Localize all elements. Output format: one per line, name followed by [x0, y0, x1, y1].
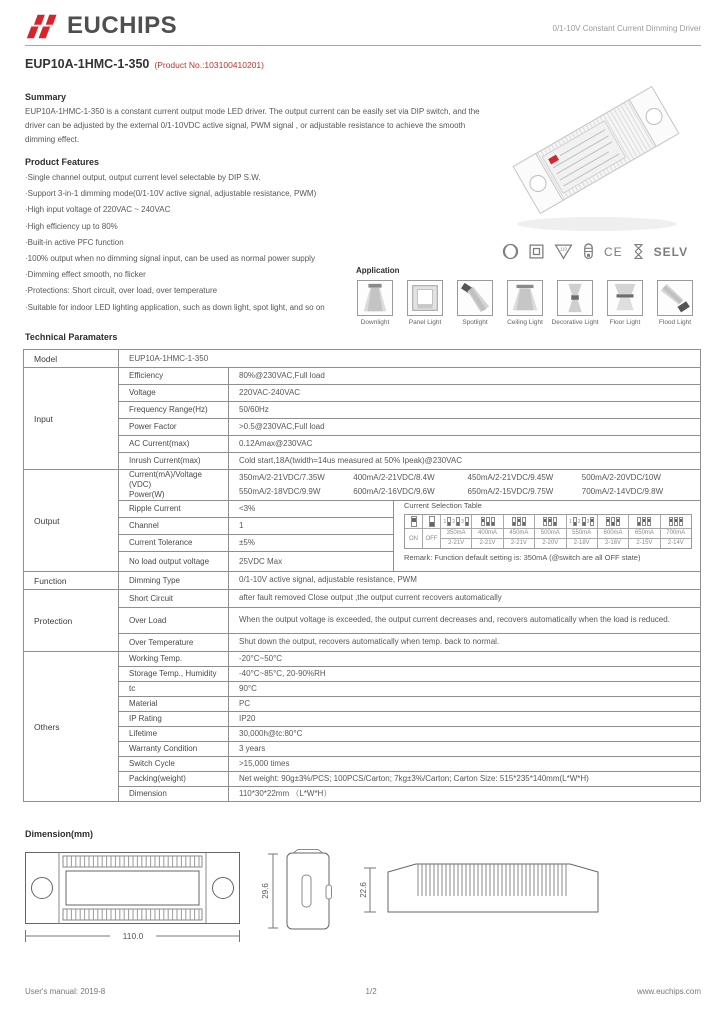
- dip-knob: [680, 519, 682, 522]
- dip-knob: [617, 519, 619, 522]
- group-function: Function: [24, 572, 119, 590]
- param-value-text: 0.12Amax@230VAC: [239, 438, 313, 448]
- dip-knob: [675, 519, 677, 522]
- model-label: Model: [24, 350, 119, 368]
- application-item: [656, 280, 694, 326]
- dip-switch-row: [535, 515, 565, 528]
- table-row: [24, 742, 701, 757]
- param-value: <3%: [229, 501, 394, 518]
- param-label: Dimming Type: [119, 572, 229, 590]
- table-row: [24, 697, 701, 712]
- application-item: [456, 280, 494, 326]
- dip-knob: [591, 519, 593, 522]
- dip-legend-off: [423, 515, 441, 548]
- param-value: [229, 419, 701, 436]
- dip-legend-on: [405, 515, 423, 548]
- table-row: [24, 682, 701, 697]
- param-value: [229, 608, 701, 634]
- param-value-text: 80%@230VAC,Full load: [239, 370, 325, 380]
- euchips-logo: [25, 12, 177, 40]
- dip-switch-icon: [642, 517, 646, 526]
- dip-switch-icon: [647, 517, 651, 526]
- dip-switch-row: [405, 515, 422, 528]
- dip-current-label: 600mA: [598, 528, 628, 538]
- dip-legend-label: OFF: [423, 528, 440, 548]
- dip-voltage-label: 2-21V: [504, 538, 534, 548]
- param-value-text: 110*30*22mm （L*W*H）: [239, 788, 332, 798]
- param-label: AC Current(max): [119, 436, 229, 453]
- param-label: tc: [119, 682, 229, 697]
- ce-mark: CE: [604, 244, 623, 259]
- dip-current-label: 700mA: [661, 528, 691, 538]
- param-label: Over Temperature: [119, 634, 229, 652]
- param-label: Material: [119, 697, 229, 712]
- dip-switch-icon: [674, 517, 678, 526]
- dip-switch-icon: [669, 517, 673, 526]
- dip-switch-row: [629, 515, 659, 528]
- application-item: [356, 280, 394, 326]
- dim-height-side-label: 22.6: [359, 882, 368, 898]
- dip-knob: [412, 518, 416, 522]
- param-value-text: >0.5@230VAC,Full load: [239, 421, 325, 431]
- output-current-cell: 650mA/2-15VDC/9.75W: [467, 487, 554, 496]
- dip-voltage-label: 2-21V: [472, 538, 502, 548]
- application-icons-row: [356, 280, 694, 326]
- dip-column: [441, 515, 472, 548]
- table-row: [24, 368, 701, 385]
- table-row: [24, 590, 701, 608]
- dip-current-label: 550mA: [567, 528, 597, 538]
- param-value-text: 30,000h@tc:80°C: [239, 728, 303, 738]
- dip-column: [598, 515, 629, 548]
- param-label: Working Temp.: [119, 652, 229, 667]
- param-label: Frequency Range(Hz): [119, 402, 229, 419]
- product-number: (Product No.:103100410201): [154, 60, 264, 70]
- table-row: [24, 712, 701, 727]
- dip-switch-number: 2: [452, 518, 456, 525]
- dip-switch-icon: [543, 517, 547, 526]
- feature-item: ·Protections: Short circuit, over load, over temperature: [25, 286, 218, 296]
- param-value-text: 0/1-10V active signal, adjustable resistance, PWM: [239, 575, 417, 585]
- table-row: [24, 652, 701, 667]
- param-label: Voltage: [119, 385, 229, 402]
- dip-switch-icon: [522, 517, 526, 526]
- dip-knob: [518, 519, 520, 522]
- dip-knob: [457, 522, 459, 525]
- param-label: Lifetime: [119, 727, 229, 742]
- group-protection: Protection: [24, 590, 119, 652]
- param-label: Switch Cycle: [119, 757, 229, 772]
- technical-parameters-table-wrap: [23, 349, 701, 802]
- table-row: [24, 402, 701, 419]
- dimension-side-view: [358, 856, 608, 921]
- page-header: [25, 8, 701, 46]
- output-current-cell: 500mA/2-20VDC/10W: [581, 473, 661, 482]
- param-label: Channel: [119, 518, 229, 535]
- param-value-text: Cold start,18A(twidth=14us measured at 50% Ipeak)@230VAC: [239, 455, 462, 465]
- dip-switch-icon: [486, 517, 490, 526]
- dip-switch-icon: [456, 517, 460, 526]
- param-value: [229, 742, 701, 757]
- param-value: [229, 652, 701, 667]
- dip-voltage-label: 2-18V: [567, 538, 597, 548]
- dimension-heading: Dimension(mm): [25, 829, 94, 839]
- group-output: Output: [24, 470, 119, 572]
- dip-switch-icon: [553, 517, 557, 526]
- dip-knob: [638, 522, 640, 525]
- table-row: [24, 667, 701, 682]
- param-value: [229, 697, 701, 712]
- table-row: [24, 727, 701, 742]
- param-value-text: PC: [239, 698, 251, 708]
- svg-text:110: 110: [560, 246, 567, 252]
- dip-column: [504, 515, 535, 548]
- dip-current-label: 450mA: [504, 528, 534, 538]
- param-value-text: -40°C~85°C, 20-90%RH: [239, 668, 326, 678]
- summary-heading: Summary: [25, 92, 67, 102]
- current-selection-title: Current Selection Table: [404, 501, 482, 510]
- dip-knob: [482, 519, 484, 522]
- param-label: Efficiency: [119, 368, 229, 385]
- application-label: Floor Light: [609, 319, 641, 326]
- dimension-end-view: [260, 846, 335, 946]
- param-value-text: 90°C: [239, 683, 257, 693]
- param-value: [229, 757, 701, 772]
- application-label: Downlight: [360, 319, 390, 326]
- spotlight-icon: [457, 280, 493, 316]
- param-value: [229, 590, 701, 608]
- dip-switch-icon: [606, 517, 610, 526]
- table-row: [24, 787, 701, 802]
- dip-column: [472, 515, 503, 548]
- flood-light-icon: [657, 280, 693, 316]
- table-row: [24, 453, 701, 470]
- dip-switch-icon: [481, 517, 485, 526]
- param-value: [229, 667, 701, 682]
- dip-knob: [612, 522, 614, 525]
- param-label: Dimension: [119, 787, 229, 802]
- dip-voltage-label: 2-16V: [598, 538, 628, 548]
- dip-voltage-label: 2-14V: [661, 538, 691, 548]
- dip-current-label: 500mA: [535, 528, 565, 538]
- table-row: [24, 419, 701, 436]
- selection-remark: Remark: Function default setting is: 350mA (@switch are all OFF state): [404, 553, 641, 562]
- dip-switch-row: [423, 515, 440, 528]
- dip-voltage-label: 2-20V: [535, 538, 565, 548]
- ceiling-light-icon: [507, 280, 543, 316]
- param-value: [229, 385, 701, 402]
- param-value: 25VDC Max: [229, 552, 394, 572]
- param-value-text: Shut down the output, recovers automatically when temp. back to normal.: [239, 637, 500, 647]
- feature-item: ·Dimming effect smooth, no flicker: [25, 270, 146, 280]
- param-label: IP Rating: [119, 712, 229, 727]
- feature-item: ·Support 3-in-1 dimming mode(0/1-10V active signal, adjustable resistance, PWM): [25, 189, 317, 199]
- dip-knob: [643, 519, 645, 522]
- output-current-cell: 550mA/2-18VDC/9.9W: [239, 487, 321, 496]
- feature-item: ·High input voltage of 220VAC ~ 240VAC: [25, 205, 171, 215]
- output-current-cell: 400mA/2-21VDC/8.4W: [353, 473, 435, 482]
- application-label: Panel Light: [408, 319, 442, 326]
- dip-knob: [430, 522, 434, 526]
- param-value: [229, 402, 701, 419]
- param-value-text: after fault removed Close output ,the output current recovers automatically: [239, 593, 502, 603]
- group-others: Others: [24, 652, 119, 802]
- product-model: EUP10A-1HMC-1-350: [25, 57, 150, 71]
- dip-current-label: 350mA: [441, 528, 471, 538]
- param-label: Storage Temp., Humidity: [119, 667, 229, 682]
- euchips-logo-icon: [25, 13, 61, 40]
- output-current-row: [239, 471, 696, 485]
- dim-length-label: 110.0: [122, 931, 144, 941]
- panel-light-icon: [407, 280, 443, 316]
- dip-switch-grid: [404, 514, 692, 549]
- dip-knob: [549, 519, 551, 522]
- dip-column: [567, 515, 598, 548]
- product-title-row: [25, 57, 264, 71]
- application-label: Decorative Light: [551, 319, 599, 326]
- class-2-insulation-icon: [528, 243, 545, 260]
- footer-page-number: 1/2: [365, 987, 377, 996]
- feature-item: ·High efficiency up to 80%: [25, 221, 118, 231]
- dip-switch-number: 1: [569, 518, 572, 525]
- param-value: [229, 436, 701, 453]
- dip-switch-number: 3: [461, 518, 464, 525]
- dip-switch-icon: [512, 517, 516, 526]
- output-current-cell: 350mA/2-21VDC/7.35W: [239, 473, 325, 482]
- features-heading: Product Features: [25, 157, 100, 167]
- param-value-text: 50/60Hz: [239, 404, 269, 414]
- model-value: EUP10A-1HMC-1-350: [119, 350, 701, 368]
- dip-switch-row: [472, 515, 502, 528]
- luminaire-control-icon: [582, 243, 595, 260]
- dip-switch-icon: [582, 517, 586, 526]
- table-row: [24, 772, 701, 787]
- table-row: [24, 572, 701, 590]
- param-value: [229, 772, 701, 787]
- table-row: [24, 608, 701, 634]
- param-value-text: -20°C~50°C: [239, 653, 283, 663]
- floor-light-icon: [607, 280, 643, 316]
- dip-knob: [513, 522, 515, 525]
- group-input: Input: [24, 368, 119, 470]
- dip-knob: [554, 522, 556, 525]
- dip-switch-icon: [465, 517, 469, 526]
- table-row: [24, 501, 701, 518]
- output-current-cell: 600mA/2-16VDC/9.6W: [353, 487, 435, 496]
- dimension-top-view: [25, 846, 240, 946]
- downlight-icon: [357, 280, 393, 316]
- dip-column: [661, 515, 691, 548]
- param-value: ±5%: [229, 535, 394, 552]
- dip-switch-icon: [573, 517, 577, 526]
- feature-item: ·Built-in active PFC function: [25, 237, 124, 247]
- selv-mark: SELV: [653, 244, 689, 259]
- dim-height-end-label: 29.6: [261, 883, 270, 899]
- dip-switch-icon: [491, 517, 495, 526]
- param-value-text: >15,000 times: [239, 758, 290, 768]
- dip-switch-number: 2: [577, 518, 581, 525]
- page-footer: [25, 987, 701, 996]
- dip-switch-row: [567, 515, 597, 528]
- output-current-row: [239, 485, 696, 499]
- dip-voltage-label: 2-15V: [629, 538, 659, 548]
- dip-legend-label: ON: [405, 528, 422, 548]
- output-current-cell: 700mA/2-14VDC/9.8W: [581, 487, 664, 496]
- table-row: [24, 757, 701, 772]
- temperature-triangle-icon: [554, 243, 573, 260]
- param-value: [229, 572, 701, 590]
- output-current-label-line: Power(W): [129, 490, 165, 499]
- dip-switch-icon: [517, 517, 521, 526]
- dip-switch-icon: [679, 517, 683, 526]
- table-row: [24, 350, 701, 368]
- dip-knob: [544, 519, 546, 522]
- application-label: Ceiling Light: [507, 319, 543, 326]
- dip-switch-icon: [411, 516, 417, 527]
- param-value-text: 220VAC-240VAC: [239, 387, 301, 397]
- dip-knob: [583, 522, 585, 525]
- param-value: 1: [229, 518, 394, 535]
- table-row: [24, 634, 701, 652]
- dip-knob: [670, 519, 672, 522]
- dip-knob: [466, 522, 468, 525]
- output-current-label: [119, 470, 229, 501]
- dip-switch-icon: [447, 517, 451, 526]
- dip-switch-row: [504, 515, 534, 528]
- dip-switch-icon: [590, 517, 594, 526]
- dip-column: [629, 515, 660, 548]
- dip-switch-number: 3: [586, 518, 590, 525]
- brand-name: EUCHIPS: [67, 12, 178, 39]
- application-item: [606, 280, 644, 326]
- param-label: Current Tolerance: [119, 535, 229, 552]
- dip-switch-icon: [429, 516, 435, 527]
- certification-row: [502, 243, 688, 260]
- application-item: [551, 280, 599, 326]
- doc-subtitle: 0/1-10V Constant Current Dimming Driver: [552, 24, 701, 33]
- table-row: [24, 436, 701, 453]
- product-photo: [493, 58, 711, 246]
- param-value-text: When the output voltage is exceeded, the output current decreases and, recovers automatically when the load is reduced.: [239, 615, 670, 625]
- summary-text: EUP10A-1HMC-1-350 is a constant current output mode LED driver. The output current can be easily set via DIP switch, and the driver can be adjusted by the external 0/1-10VDC active signal, PWM signal , or adjustable resistance to achieve the smooth dimming effect.: [25, 107, 480, 144]
- param-value: [229, 787, 701, 802]
- feature-item: ·Single channel output, output current level selectable by DIP S.W.: [25, 173, 261, 182]
- param-value: [229, 634, 701, 652]
- decorative-light-icon: [557, 280, 593, 316]
- dip-knob: [523, 522, 525, 525]
- param-label: Power Factor: [119, 419, 229, 436]
- dip-column: [535, 515, 566, 548]
- param-label: Short Circuit: [119, 590, 229, 608]
- param-value: [229, 682, 701, 697]
- dip-knob: [648, 519, 650, 522]
- table-row: [24, 385, 701, 402]
- param-value-text: Net weight: 90g±3%/PCS; 100PCS/Carton; 7kg±3%/Carton; Carton Size: 515*235*140mm(L*W*H): [239, 773, 589, 783]
- application-item: [406, 280, 444, 326]
- thermal-protection-icon: [502, 243, 519, 260]
- param-label: Packing(weight): [119, 772, 229, 787]
- dip-knob: [492, 522, 494, 525]
- hourglass-icon: [632, 243, 645, 260]
- dip-knob: [448, 522, 450, 525]
- technical-parameters-heading: Technical Paramaters: [25, 332, 118, 342]
- dip-current-label: 650mA: [629, 528, 659, 538]
- output-current-cell: 450mA/2-21VDC/9.45W: [467, 473, 554, 482]
- dip-switch-icon: [611, 517, 615, 526]
- param-value-text: 3 years: [239, 743, 266, 753]
- param-label: Inrush Current(max): [119, 453, 229, 470]
- dip-switch-row: [441, 515, 471, 528]
- dip-switch-row: [598, 515, 628, 528]
- dip-switch-icon: [637, 517, 641, 526]
- dip-knob: [607, 519, 609, 522]
- current-selection-table: [394, 501, 701, 572]
- param-label: Warranty Condition: [119, 742, 229, 757]
- param-value: [229, 712, 701, 727]
- application-label: Flood Light: [658, 319, 692, 326]
- dip-switch-number: 1: [443, 518, 447, 525]
- dip-knob: [487, 522, 489, 525]
- feature-item: ·Suitable for indoor LED lighting application, such as down light, spot light, and so on: [25, 302, 325, 312]
- param-value: [229, 727, 701, 742]
- table-row: [24, 470, 701, 501]
- output-current-label-line: Current(mA)/Voltage (VDC): [129, 470, 202, 489]
- dip-voltage-label: 2-21V: [441, 538, 471, 548]
- param-value: [229, 368, 701, 385]
- dip-switch-icon: [548, 517, 552, 526]
- application-label: Spotlight: [462, 319, 488, 326]
- dip-switch-icon: [616, 517, 620, 526]
- param-value-text: IP20: [239, 713, 256, 723]
- dip-switch-row: [661, 515, 691, 528]
- technical-parameters-table: [23, 349, 701, 802]
- dip-current-label: 400mA: [472, 528, 502, 538]
- param-label: Over Load: [119, 608, 229, 634]
- application-item: [506, 280, 544, 326]
- footer-website: www.euchips.com: [636, 987, 701, 996]
- param-label: No load output voltage: [119, 552, 229, 572]
- footer-manual-date: User's manual: 2019-8: [25, 987, 106, 996]
- output-current-values: [229, 470, 701, 501]
- led-driver-render-icon: [493, 58, 711, 246]
- param-label: Ripple Current: [119, 501, 229, 518]
- dip-knob: [574, 522, 576, 525]
- feature-item: ·100% output when no dimming signal input, can be used as normal power supply: [25, 254, 315, 264]
- param-value: [229, 453, 701, 470]
- application-heading: Application: [356, 266, 400, 275]
